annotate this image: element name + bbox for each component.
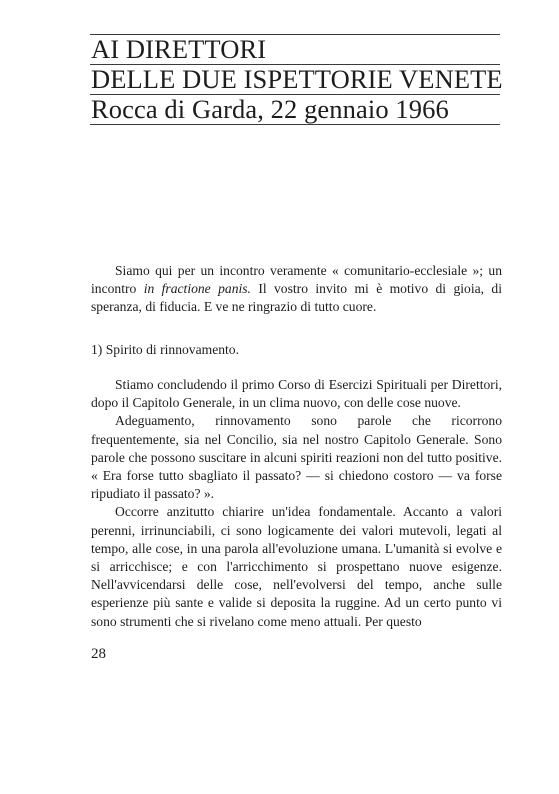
title-addressee: AI DIRETTORI	[91, 34, 267, 64]
title-place-date: Rocca di Garda, 22 gennaio 1966	[91, 94, 449, 124]
latin-phrase: in fractione panis.	[143, 281, 251, 297]
section-heading: 1) Spirito di rinnovamento.	[91, 342, 240, 357]
title-inspectorates: DELLE DUE ISPETTORIE VENETE	[91, 64, 503, 94]
body-paragraph: Stiamo concludendo il primo Corso di Esercizi Spirituali per Direttori, dopo il Capitolo Generale, in un clima nuovo, con delle cose nuove.	[91, 377, 502, 411]
body-paragraph: Adeguamento, rinnovamento sono parole che ricorrono frequentemente, sia nel Concilio, sia nel nostro Capitolo Generale. Sono parole che possono suscitare in alcuni spiriti reazioni non del tutto positive. « Era forse tutto sbagliato il passato? — si chiedono costoro — va forse ripudiato il passato? ».	[91, 413, 502, 502]
intro-block	[91, 262, 502, 317]
header-rule-bottom	[90, 124, 500, 125]
section-body	[91, 376, 502, 631]
page-number: 28	[91, 646, 106, 662]
body-paragraph: Occorre anzitutto chiarire un'idea fondamentale. Accanto a valori perenni, irrinunciabili, ci sono logicamente dei valori mutevoli, legati al tempo, alle cose, in una parola all'evoluzione umana. L'umanità si evolve e si arricchisce; e con l'arricchimento si prospettano nuove esigenze. Nell'avvicendarsi delle cose, nell'evolversi del tempo, anche sulle esperienze più sante e valide si deposita la ruggine. Ad un certo punto vi sono strumenti che si rivelano come meno attuali. Per questo	[91, 504, 502, 629]
intro-paragraph: Siamo qui per un incontro veramente « comunitario-ecclesiale »; un incontro in fractione panis. Il vostro invito mi è motivo di gioia, di speranza, di fiducia. E ve ne ringrazio di tutto cuore.	[91, 263, 502, 315]
